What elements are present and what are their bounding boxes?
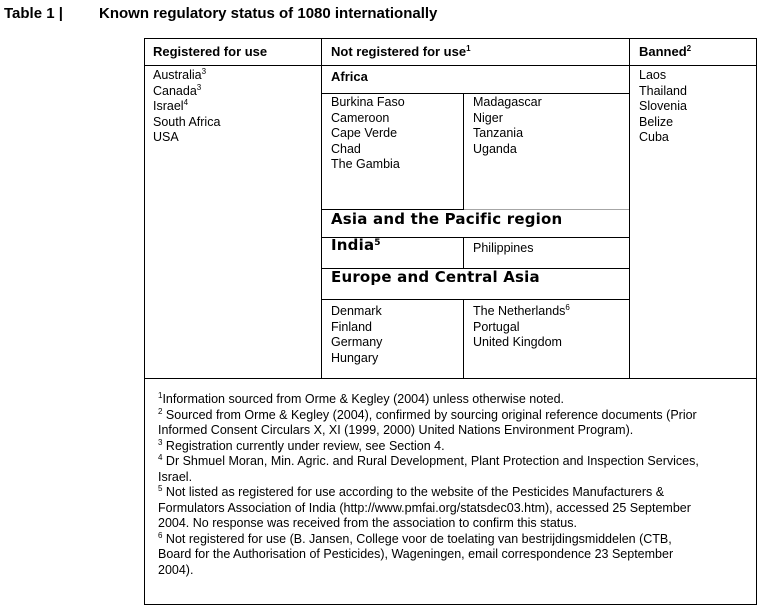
- list-item: Portugal: [473, 319, 520, 334]
- table-label: Table 1 |: [4, 5, 63, 22]
- asia-right-cell: Philippines: [473, 241, 534, 255]
- footnote: $^4$ Dr Shmuel Moran, Min. Agric. and Rural Development, Plant Protection and Inspection Services, Israel.: [158, 453, 699, 484]
- list-item: Cameroon: [331, 110, 390, 125]
- registered-list: [153, 68, 220, 146]
- header-registered: Registered for use: [153, 44, 268, 59]
- region-europe-title: Europe and Central Asia: [331, 268, 540, 286]
- header-not-registered: Not registered for use$^1$: [331, 44, 471, 59]
- footnote: $^3$ Registration currently under review, see Section 4.: [158, 437, 445, 453]
- footnote: $^6$ Not registered for use (B. Jansen, College voor de toelating van bestrijdingsmiddelen (CTB, Board for the Authorisation of Pesticides), Wageningen, email correspondence 23 September 2004).: [158, 530, 674, 577]
- footnote: $^5$ Not listed as registered for use according to the website of the Pesticides Manufacturers & Formulators Association of India (http://www.pmfai.org/statsdec03.htm), accessed 25 September 2004. No response was received from the association to confirm this status.: [158, 484, 691, 530]
- rule-right: [756, 38, 757, 605]
- list-item: Australia$^3$: [153, 67, 207, 82]
- africa-right-list: [473, 95, 542, 157]
- header-banned: Banned$^2$: [639, 44, 692, 59]
- list-item: Chad: [331, 141, 361, 156]
- rule-left: [144, 38, 145, 605]
- asia-left-cell: India$^5$: [331, 236, 381, 254]
- rule-europe-title-bottom: [321, 299, 629, 300]
- list-item: Finland: [331, 319, 372, 334]
- list-item: Thailand: [639, 83, 687, 98]
- list-item: United Kingdom: [473, 335, 562, 349]
- region-asia-title: Asia and the Pacific region: [331, 210, 563, 228]
- list-item: Madagascar: [473, 95, 542, 109]
- list-item: Uganda: [473, 141, 517, 156]
- rule-footnotes: [144, 378, 757, 379]
- list-item: Tanzania: [473, 126, 524, 140]
- rule-africa-split: [463, 93, 464, 210]
- region-africa-title: Africa: [331, 69, 368, 84]
- list-item: Slovenia: [639, 99, 687, 113]
- rule-col2: [629, 38, 630, 379]
- table-caption: [4, 5, 438, 22]
- table-title: Known regulatory status of 1080 internationally: [99, 5, 438, 22]
- list-item: South Africa: [153, 114, 221, 129]
- rule-europe-split: [463, 299, 464, 379]
- list-item: Denmark: [331, 304, 382, 318]
- banned-list: [639, 68, 687, 146]
- rule-africa-top: [321, 93, 629, 94]
- footnote: $^2$ Sourced from Orme & Kegley (2004), confirmed by sourcing original reference documents (Prior Informed Consent Circulars X, XI (1999, 2000) United Nations Environment Program).: [158, 406, 697, 437]
- rule-top: [144, 38, 757, 39]
- footnote: $^1$Information sourced from Orme & Kegley (2004) unless otherwise noted.: [158, 391, 565, 406]
- rule-asia-split: [463, 237, 464, 269]
- europe-left-list: [331, 304, 382, 366]
- list-item: Belize: [639, 114, 674, 129]
- list-item: Cuba: [639, 130, 669, 144]
- list-item: Israel$^4$: [153, 98, 189, 113]
- list-item: Niger: [473, 110, 503, 125]
- africa-left-list: [331, 95, 405, 173]
- rule-header: [144, 65, 757, 66]
- list-item: The Gambia: [331, 157, 400, 171]
- list-item: Burkina Faso: [331, 95, 405, 109]
- list-item: The Netherlands$^6$: [473, 303, 570, 318]
- list-item: Canada$^3$: [153, 82, 202, 98]
- list-item: USA: [153, 130, 179, 144]
- europe-right-list: [473, 304, 570, 351]
- list-item: Germany: [331, 335, 383, 349]
- rule-bottom: [144, 604, 757, 605]
- list-item: Laos: [639, 68, 667, 82]
- footnotes: [158, 392, 748, 578]
- list-item: Cape Verde: [331, 126, 398, 140]
- list-item: Hungary: [331, 350, 379, 365]
